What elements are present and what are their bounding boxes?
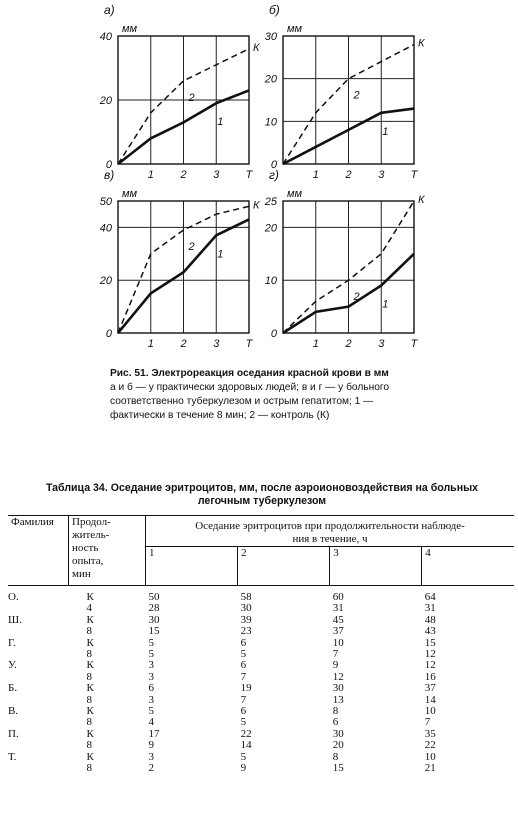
cell-value: 7	[332, 648, 339, 661]
cell-duration: К	[86, 659, 94, 672]
x-tick-label: 1	[312, 169, 319, 181]
cell-value: 10	[424, 705, 436, 718]
series-label-2: 2	[188, 91, 195, 104]
caption-line: фактически в течение 8 мин; 2 — контроль (К)	[110, 410, 330, 421]
cell-value: 28	[148, 602, 160, 615]
table-row	[8, 695, 514, 706]
table-row	[8, 638, 514, 649]
series-label-1: 1	[382, 298, 389, 311]
cell-name: П.	[8, 727, 19, 740]
y-tick-label: 50	[99, 196, 112, 208]
cell-value: 14	[240, 739, 252, 752]
cell-value: 15	[148, 625, 160, 638]
cell-duration: 8	[86, 625, 92, 638]
figure-51-charts	[0, 0, 518, 360]
x-tick-label: 2	[345, 169, 352, 181]
cell-duration: К	[86, 636, 94, 649]
cell-value: 12	[424, 648, 436, 661]
col-header-duration-line: опыта,	[72, 555, 104, 567]
cell-value: 12	[332, 670, 344, 683]
col-header-hour: 2	[238, 547, 330, 586]
cell-duration: К	[86, 750, 94, 763]
cell-value: 37	[424, 682, 436, 695]
cell-value: 7	[424, 716, 431, 729]
x-tick-label: 3	[378, 169, 385, 181]
y-tick-label: 20	[99, 275, 112, 288]
cell-value: 7	[240, 693, 247, 706]
cell-duration: 8	[86, 762, 92, 775]
cell-value: 35	[424, 727, 436, 740]
cell-name: Ш.	[8, 613, 22, 626]
x-axis-label: Т	[410, 169, 418, 181]
cell-value: 21	[424, 762, 436, 775]
y-axis-unit: мм	[122, 188, 138, 200]
col-header-hour: 4	[422, 547, 514, 586]
table-row	[8, 752, 514, 763]
series-label-1: 1	[217, 116, 224, 129]
cell-value: 6	[148, 682, 154, 695]
col-header-duration-line: мин	[72, 568, 91, 580]
cell-value: 5	[148, 705, 154, 718]
table-row	[8, 763, 514, 774]
col-header-hour: 1	[146, 547, 238, 586]
cell-duration: К	[86, 727, 94, 740]
cell-value: 48	[424, 613, 436, 626]
col-header-duration-line: ность	[72, 542, 99, 554]
cell-value: 13	[332, 693, 344, 706]
cell-value: 43	[424, 625, 436, 638]
figure-caption	[110, 367, 510, 423]
cell-value: 20	[332, 739, 344, 752]
x-tick-label: 2	[180, 169, 187, 181]
cell-value: 30	[332, 727, 344, 740]
cell-value: 37	[332, 625, 344, 638]
table-row	[8, 626, 514, 637]
cell-name	[8, 626, 69, 637]
table-row	[8, 603, 514, 614]
col-header-group-line: Оседание эритроцитов при продолжительности наблюде-	[195, 520, 465, 532]
table-row	[8, 615, 514, 626]
y-tick-label: 10	[264, 275, 277, 288]
x-tick-label: 3	[213, 169, 220, 181]
table-row	[8, 717, 514, 728]
cell-value: 50	[148, 591, 160, 603]
x-axis-label: Т	[245, 338, 253, 350]
cell-value: 31	[424, 602, 436, 615]
y-axis-unit: мм	[122, 23, 138, 35]
cell-value: 19	[240, 682, 252, 695]
cell-duration: К	[86, 682, 94, 695]
cell-value: 6	[240, 659, 247, 672]
x-axis-label: Т	[410, 338, 418, 350]
y-tick-label: 20	[264, 222, 277, 235]
cell-name: Б.	[8, 682, 18, 695]
table-row	[8, 592, 514, 603]
caption-line: соответственно туберкулезом и острым гепатитом; 1 —	[110, 396, 374, 407]
control-label: К	[253, 199, 260, 212]
cell-value: 12	[424, 659, 436, 672]
cell-value: 14	[424, 693, 436, 706]
cell-duration: К	[86, 591, 94, 603]
cell-duration: К	[86, 705, 94, 718]
y-tick-label: 0	[105, 328, 112, 340]
cell-value: 23	[240, 625, 252, 638]
cell-value: 64	[424, 591, 436, 603]
control-label: К	[253, 41, 260, 54]
cell-value: 8	[332, 750, 339, 763]
cell-name: У.	[8, 659, 17, 672]
cell-value: 10	[424, 750, 436, 763]
series-label-2: 2	[188, 241, 195, 254]
cell-value: 45	[332, 613, 344, 626]
cell-duration: 8	[86, 693, 92, 706]
x-tick-label: 2	[345, 338, 352, 350]
cell-value: 3	[148, 659, 154, 672]
table-row	[8, 660, 514, 671]
y-tick-label: 10	[264, 116, 277, 129]
x-tick-label: 2	[180, 338, 187, 350]
y-tick-label: 30	[264, 31, 277, 43]
y-tick-label: 0	[270, 159, 277, 171]
cell-value: 15	[332, 762, 344, 775]
y-tick-label: 20	[264, 73, 277, 86]
col-header-duration	[69, 516, 146, 586]
cell-value: 31	[332, 602, 344, 615]
table-title-line: легочным туберкулезом	[197, 495, 327, 507]
col-header-group-line: ния в течение, ч	[292, 533, 368, 545]
table-title	[12, 482, 512, 508]
table-body	[8, 586, 514, 775]
cell-value: 5	[148, 636, 154, 649]
panel-label: в)	[104, 168, 115, 182]
table-row	[8, 672, 514, 683]
cell-value: 5	[240, 648, 247, 661]
cell-value: 5	[240, 750, 247, 763]
table-row	[8, 649, 514, 660]
col-header-duration-line: Продол-	[72, 516, 111, 528]
cell-name: О.	[8, 591, 19, 603]
cell-value: 9	[148, 739, 154, 752]
cell-name	[8, 763, 69, 774]
cell-duration: 8	[86, 716, 92, 729]
panel-label: г)	[269, 168, 279, 182]
cell-value: 15	[424, 636, 436, 649]
cell-value: 3	[148, 693, 154, 706]
cell-value: 3	[148, 670, 154, 683]
caption-title: Рис. 51. Электрореакция оседания красной крови в мм	[110, 368, 389, 379]
y-tick-label: 25	[264, 196, 277, 208]
table-title-line: Таблица 34. Оседание эритроцитов, мм, после аэроионовоздействия на больных	[45, 482, 479, 494]
cell-value: 6	[240, 705, 247, 718]
cell-value: 7	[240, 670, 247, 683]
table-row	[8, 740, 514, 751]
x-tick-label: 3	[378, 338, 385, 350]
cell-name	[8, 649, 69, 660]
cell-value: 10	[332, 636, 344, 649]
cell-duration: 4	[86, 602, 92, 615]
x-tick-label: 1	[147, 338, 154, 350]
x-axis-label: Т	[245, 169, 253, 181]
cell-value: 9	[332, 659, 339, 672]
x-tick-label: 3	[213, 338, 220, 350]
series-label-2: 2	[353, 89, 360, 102]
cell-value: 30	[240, 602, 252, 615]
x-tick-label: 1	[147, 169, 154, 181]
cell-value: 5	[240, 716, 247, 729]
y-tick-label: 0	[105, 159, 112, 171]
cell-duration: 8	[86, 670, 92, 683]
erythrocyte-table	[8, 515, 514, 775]
cell-duration: 8	[86, 648, 92, 661]
cell-value: 8	[332, 705, 339, 718]
y-tick-label: 20	[99, 95, 112, 107]
col-header-hour: 3	[330, 547, 422, 586]
cell-value: 30	[332, 682, 344, 695]
cell-value: 4	[148, 716, 154, 729]
col-header-group	[146, 516, 515, 547]
cell-duration: К	[86, 613, 94, 626]
cell-value: 2	[148, 762, 154, 775]
cell-value: 22	[240, 727, 252, 740]
y-tick-label: 0	[270, 328, 277, 340]
cell-value: 30	[148, 613, 160, 626]
cell-name	[8, 672, 69, 683]
series-label-1: 1	[217, 248, 224, 261]
caption-line: а и б — у практически здоровых людей; в и г — у больного	[110, 382, 390, 393]
table-row	[8, 683, 514, 694]
cell-value: 16	[424, 670, 436, 683]
y-axis-unit: мм	[287, 188, 303, 200]
cell-value: 39	[240, 613, 252, 626]
cell-value: 60	[332, 591, 344, 603]
col-header-name: Фамилия	[8, 516, 69, 586]
panel-label: б)	[269, 3, 280, 17]
cell-name: В.	[8, 705, 19, 718]
cell-value: 3	[148, 750, 154, 763]
cell-name	[8, 740, 69, 751]
cell-value: 17	[148, 727, 160, 740]
series-label-2: 2	[353, 291, 360, 304]
panel-label: а)	[104, 3, 115, 17]
cell-value: 58	[240, 591, 252, 603]
cell-duration: 8	[86, 739, 92, 752]
y-axis-unit: мм	[287, 23, 303, 35]
cell-value: 5	[148, 648, 154, 661]
x-tick-label: 1	[312, 338, 319, 350]
table-row	[8, 706, 514, 717]
cell-value: 6	[332, 716, 339, 729]
cell-name: Г.	[8, 636, 16, 649]
cell-value: 6	[240, 636, 247, 649]
cell-value: 22	[424, 739, 436, 752]
table-row	[8, 729, 514, 740]
col-header-duration-line: житель-	[72, 529, 110, 541]
y-tick-label: 40	[99, 31, 112, 43]
cell-value: 9	[240, 762, 247, 775]
series-label-1: 1	[382, 125, 389, 138]
control-label: К	[418, 37, 425, 50]
control-label: К	[418, 194, 425, 206]
y-tick-label: 40	[99, 222, 112, 235]
cell-name: Т.	[8, 750, 17, 763]
